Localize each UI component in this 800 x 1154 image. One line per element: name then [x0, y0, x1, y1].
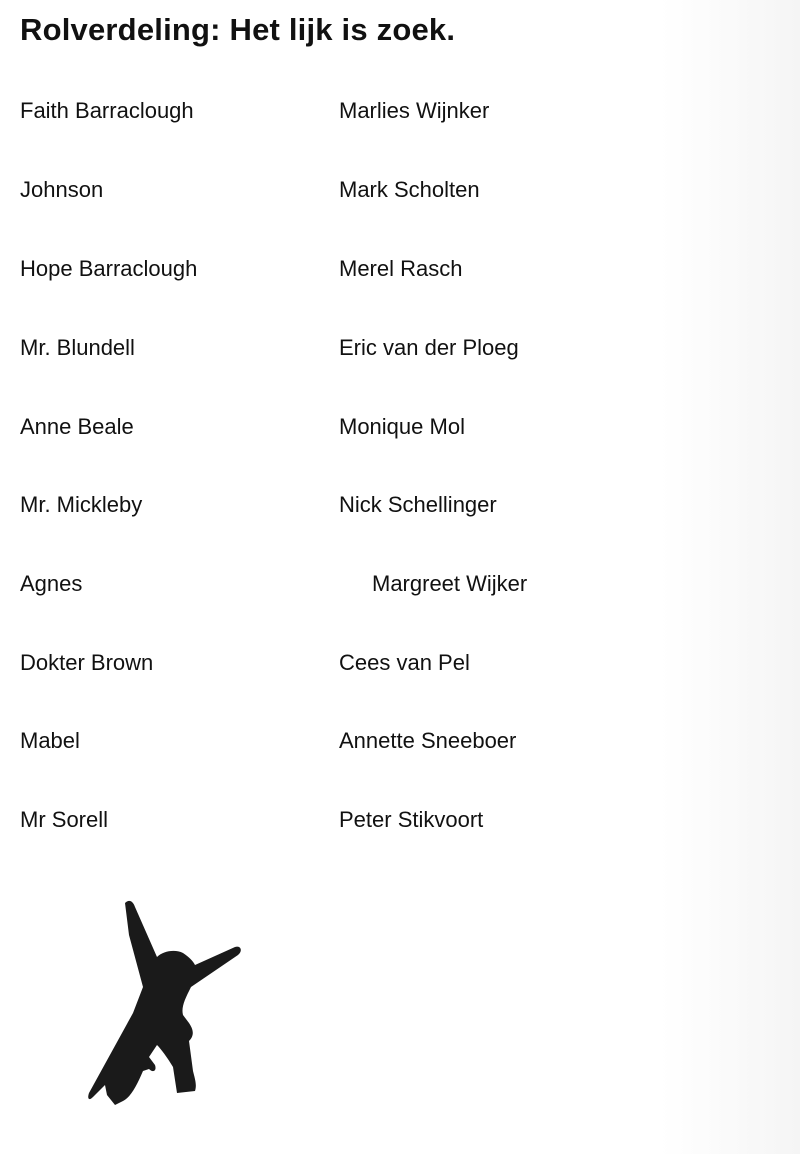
- actor-name: Cees van Pel: [339, 650, 470, 675]
- cast-row: [0, 414, 800, 444]
- actor-name: Mark Scholten: [339, 177, 480, 202]
- cast-row: [0, 177, 800, 207]
- cast-row: [0, 335, 800, 365]
- role-name: Mr Sorell: [20, 807, 109, 832]
- cast-row: [0, 492, 800, 522]
- role-name: Faith Barraclough: [20, 98, 194, 123]
- role-name: Anne Beale: [20, 414, 134, 439]
- role-name: Mr. Blundell: [20, 335, 135, 360]
- cast-row: [0, 256, 800, 286]
- actor-name: Peter Stikvoort: [339, 807, 484, 832]
- actor-name: Marlies Wijnker: [339, 98, 490, 123]
- role-name: Dokter Brown: [20, 650, 154, 675]
- role-name: Hope Barraclough: [20, 256, 198, 281]
- role-name: Mabel: [20, 728, 80, 753]
- cast-row: [0, 728, 800, 758]
- actor-name: Annette Sneeboer: [339, 728, 517, 753]
- actor-name: Nick Schellinger: [339, 492, 497, 517]
- cast-row: [0, 807, 800, 837]
- role-name: Agnes: [20, 571, 83, 596]
- cast-row: [0, 650, 800, 680]
- cast-row: [0, 571, 800, 601]
- page-title: Rolverdeling: Het lijk is zoek.: [20, 12, 456, 47]
- actor-name: Eric van der Ploeg: [339, 335, 519, 360]
- actor-name: Merel Rasch: [339, 256, 463, 281]
- actor-name: Monique Mol: [339, 414, 465, 439]
- cast-row: [0, 98, 800, 128]
- actor-name: Margreet Wijker: [372, 571, 528, 596]
- dancing-figure-logo-icon: [85, 895, 250, 1110]
- role-name: Johnson: [20, 177, 104, 202]
- role-name: Mr. Mickleby: [20, 492, 143, 517]
